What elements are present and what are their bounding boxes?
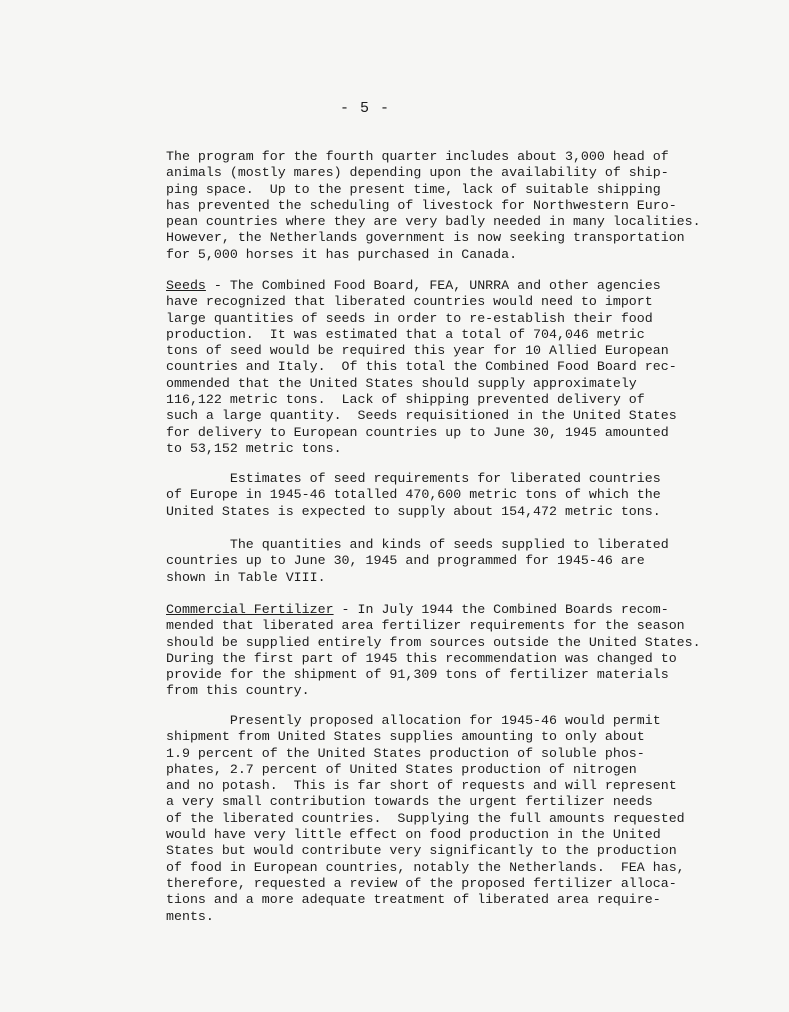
paragraph-allocation: Presently proposed allocation for 1945-46 would permit shipment from United States supplies amounting to only about 1.9 percent of the United States production of soluble phos- phates, 2.7 percent of United States production of nitrogen and no potash. This is far short of requests and will represent a very small contribution towards the urgent fertilizer needs of the liberated countries. Supplying the full amounts requested would have very little effect on food production in the United States but would contribute very significantly to the production of food in European countries, notably the Netherlands. FEA has, therefore, requested a review of the proposed fertilizer alloca- tions and a more adequate treatment of liberated area require- ments. [166, 713, 685, 924]
heading-commercial-fertilizer: Commercial Fertilizer [166, 602, 334, 617]
paragraph-seeds [166, 278, 726, 457]
paragraph-seed-quantities: The quantities and kinds of seeds supplied to liberated countries up to June 30, 1945 and programmed for 1945-46 are shown in Table VIII. [166, 537, 669, 585]
paragraph-fertilizer-body: - In July 1944 the Combined Boards recom- mended that liberated area fertilizer requirements for the season should be supplied entirely from sources outside the United States. During the first part of 1945 this recommendation was changed to provide for the shipment of 91,309 tons of fertilizer materials from this country. [166, 602, 701, 699]
page-number: - 5 - [339, 100, 390, 117]
paragraph-seed-estimates: Estimates of seed requirements for liberated countries of Europe in 1945-46 totalled 470,600 metric tons of which the United States is expected to supply about 154,472 metric tons. [166, 471, 661, 519]
paragraph-livestock: The program for the fourth quarter includes about 3,000 head of animals (mostly mares) depending upon the availability of ship- ping space. Up to the present time, lack of suitable shipping has prevented the scheduling of livestock for Northwestern Euro- pean countries where they are very badly needed in many localities. However, the Netherlands government is now seeking transportation for 5,000 horses it has purchased in Canada. [166, 149, 701, 262]
paragraph-fertilizer [166, 602, 726, 700]
heading-seeds: Seeds [166, 278, 206, 293]
paragraph-seeds-body: - The Combined Food Board, FEA, UNRRA and other agencies have recognized that liberated countries would need to import large quantities of seeds in order to re-establish their food production. It was estimated that a total of 704,046 metric tons of seed would be required this year for 10 Allied European countries and Italy. Of this total the Combined Food Board rec- ommended that the United States should supply approximately 116,122 metric tons. Lack of shipping prevented delivery of such a large quantity. Seeds requisitioned in the United States for delivery to European countries up to June 30, 1945 amounted to 53,152 metric tons. [166, 278, 677, 456]
